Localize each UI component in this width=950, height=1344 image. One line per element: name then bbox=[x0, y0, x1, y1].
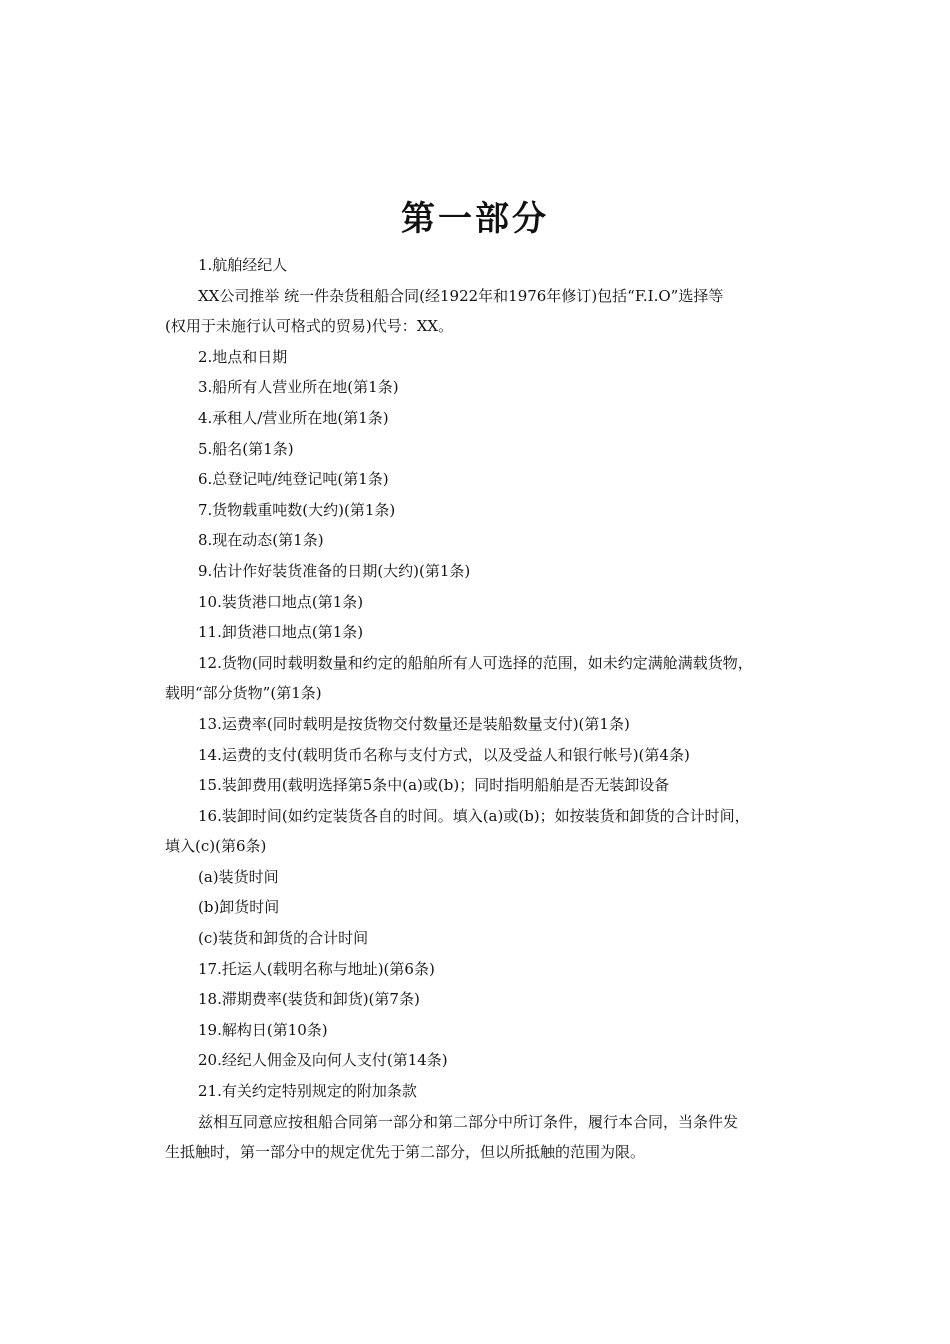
text-line-20: 填入(c)(第6条) bbox=[165, 837, 267, 856]
text-line-17: 14.运费的支付(载明货币名称与支付方式，以及受益人和银行帐号)(第4条) bbox=[198, 745, 690, 764]
text-line-11: 9.估计作好装货准备的日期(大约)(第1条) bbox=[198, 561, 471, 580]
text-line-25: 18.滞期费率(装货和卸货)(第7条) bbox=[198, 990, 420, 1009]
text-line-02: XX公司推举 统一件杂货租船合同(经1922年和1976年修订)包括“F.I.O”选择等 bbox=[198, 286, 724, 305]
text-line-01: 1.航舶经纪人 bbox=[198, 256, 288, 274]
text-line-18: 15.装卸费用(载明选择第5条中(a)或(b)；同时指明船舶是否无装卸设备 bbox=[198, 776, 670, 795]
text-line-03: (权用于未施行认可格式的贸易)代号：XX。 bbox=[165, 317, 454, 336]
text-line-21: (a)装货时间 bbox=[198, 867, 279, 886]
text-line-04: 2.地点和日期 bbox=[198, 347, 288, 366]
text-line-24: 17.托运人(载明名称与地址)(第6条) bbox=[198, 959, 435, 978]
text-line-19: 16.装卸时间(如约定装货各自的时间。填入(a)或(b)；如按装货和卸货的合计时间， bbox=[198, 806, 750, 825]
text-line-05: 3.船所有人营业所在地(第1条) bbox=[198, 378, 399, 397]
text-line-30: 生抵触时，第一部分中的规定优先于第二部分，但以所抵触的范围为限。 bbox=[165, 1143, 646, 1162]
text-line-22: (b)卸货时间 bbox=[198, 898, 280, 917]
text-line-23: (c)装货和卸货的合计时间 bbox=[198, 929, 369, 948]
text-line-09: 7.货物载重吨数(大约)(第1条) bbox=[198, 500, 396, 519]
text-line-14: 12.货物(同时载明数量和约定的船舶所有人可选择的范围，如未约定满舱满载货物， bbox=[198, 653, 753, 672]
text-line-27: 20.经纪人佣金及向何人支付(第14条) bbox=[198, 1051, 448, 1070]
text-line-26: 19.解构日(第10条) bbox=[198, 1020, 328, 1039]
text-line-29: 兹相互同意应按租船合同第一部分和第二部分中所订条件，履行本合同，当条件发 bbox=[198, 1112, 739, 1131]
text-line-13: 11.卸货港口地点(第1条) bbox=[198, 623, 364, 642]
page-title: 第一部分 bbox=[401, 199, 549, 239]
text-line-10: 8.现在动态(第1条) bbox=[198, 531, 324, 550]
text-line-06: 4.承租人/营业所在地(第1条) bbox=[198, 408, 389, 427]
text-line-16: 13.运费率(同时载明是按货物交付数量还是装船数量支付)(第1条) bbox=[198, 714, 630, 733]
text-line-08: 6.总登记吨/纯登记吨(第1条) bbox=[198, 470, 389, 489]
text-line-28: 21.有关约定特别规定的附加条款 bbox=[198, 1082, 417, 1101]
document-body bbox=[165, 250, 810, 1168]
text-line-07: 5.船名(第1条) bbox=[198, 439, 294, 458]
text-line-15: 载明“部分货物”(第1条) bbox=[165, 684, 322, 703]
text-line-12: 10.装货港口地点(第1条) bbox=[198, 592, 364, 611]
